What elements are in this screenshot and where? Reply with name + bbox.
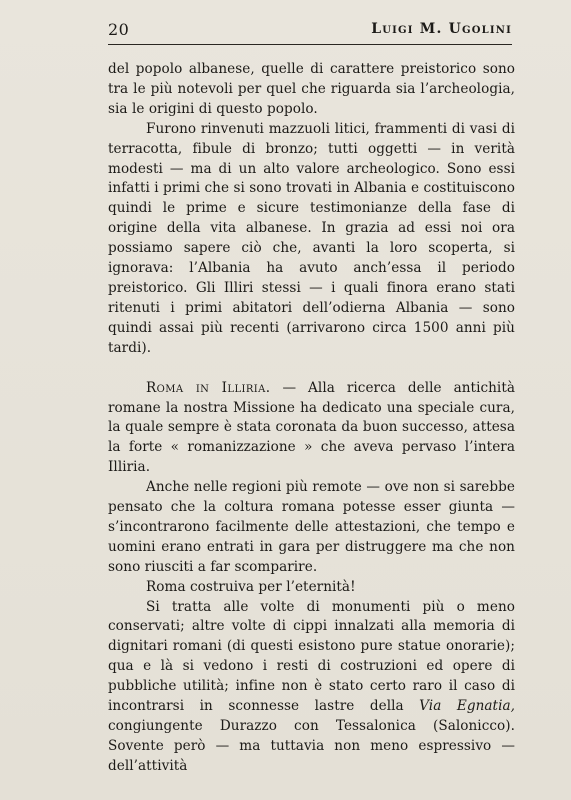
- body-text: [108, 60, 515, 777]
- page-number: 20: [108, 20, 130, 39]
- header-rule: [108, 44, 512, 45]
- running-head: Luigi M. Ugolini: [371, 21, 512, 37]
- monuments-text-before: Si tratta alle volte di monumenti più o meno conservati; altre volte di cippi innalzati alla memoria di dignitari romani (di questi esistono pure statue onorarie); qua e là si vedono i resti di costruzioni ed opere di pubbliche utilità; infine non è stato certo raro il caso di incontrarsi in sconnesse lastre della: [108, 598, 515, 715]
- monuments-text-after: congiungente Durazzo con Tessalonica (Salonicco). Sovente però — ma tuttavia non meno espressivo — dell’attività: [108, 718, 515, 774]
- via-egnatia: Via Egnatia,: [419, 698, 515, 715]
- paragraph-remote-regions: Anche nelle regioni più remote — ove non si sarebbe pensato che la coltura romana potesse esser giunta — s’incontrarono facilmente delle attestazioni, che tempo e uomini erano entrati in gara per distruggere ma che non sono riusciti a far scomparire.: [108, 479, 515, 575]
- paragraph-continuation: del popolo albanese, quelle di carattere preistorico sono tra le più notevoli per quel che riguarda sia l’archeologia, sia le origini di questo popolo.: [108, 61, 515, 117]
- paragraph-monuments: [108, 598, 515, 777]
- paragraph-prehistoric-finds: Furono rinvenuti mazzuoli litici, frammenti di vasi di terracotta, fibule di bronzo; tutti oggetti — in verità modesti — ma di un alto valore archeologico. Sono essi infatti i primi che si sono trovati in Albania e costituiscono quindi le prime e sicure testimonianze della fase di origine della vita albanese. In grazia ad essi noi ora possiamo sapere ciò che, avanti la loro scoperta, si ignorava: l’Albania ha avuto anch’essa il periodo preistorico. Gli Illiri stessi — i quali finora erano stati ritenuti i primi abitatori dell’odierna Albania — sono quindi assai più recenti (arrivarono circa 1500 anni più tardi).: [108, 120, 515, 356]
- section-heading: Roma in Illiria.: [146, 379, 271, 396]
- paragraph-eternity: Roma costruiva per l’eternità!: [146, 578, 356, 595]
- page-header: [108, 20, 512, 42]
- paragraph-roma-in-illiria: [108, 379, 515, 479]
- section-heading-text: — Alla ricerca delle antichità romane la nostra Missione ha dedicato una speciale cura, la quale sempre è stata coronata da buon successo, attesa la forte « romanizzazione » che aveva pervaso l’intera Illiria.: [108, 379, 515, 476]
